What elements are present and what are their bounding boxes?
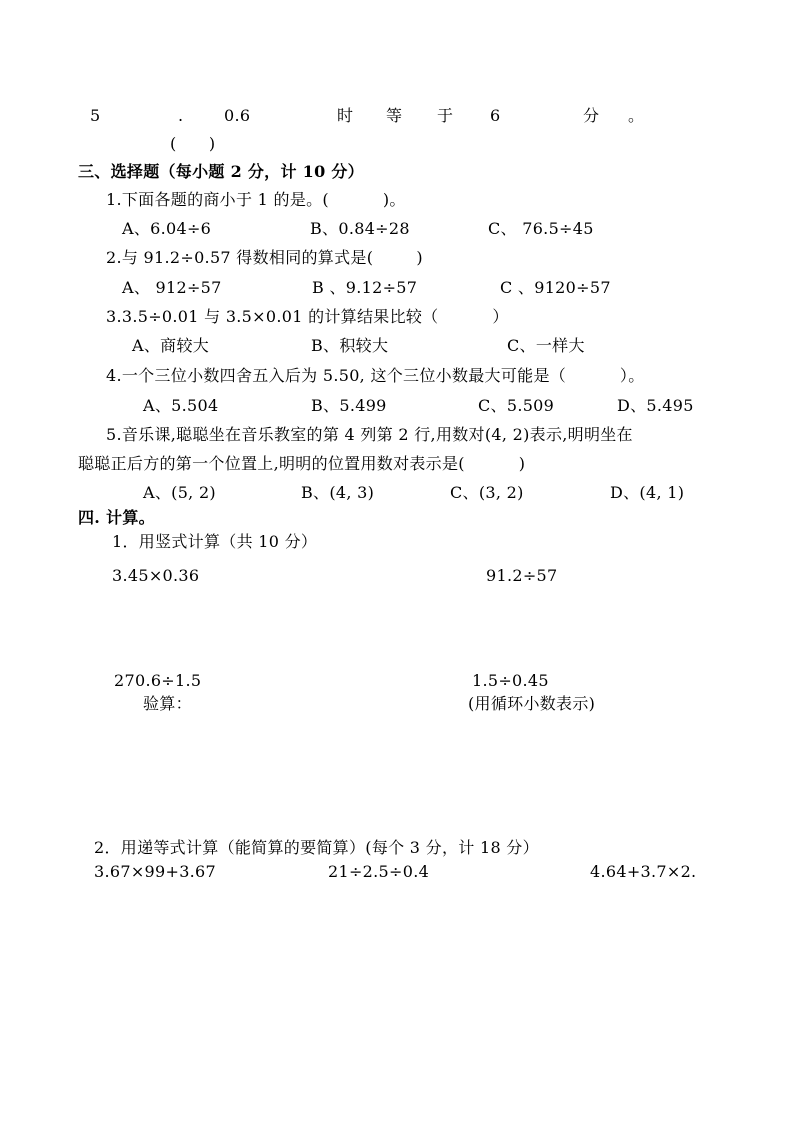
q5-option-d: D、(4, 1) [610, 483, 685, 502]
q1-option-b: B、0.84÷28 [310, 219, 410, 238]
q4-option-a: A、5.504 [143, 396, 219, 415]
part1-title: 1．用竖式计算（共 10 分） [112, 532, 318, 551]
q3-stem: 3.3.5÷0.01 与 3.5×0.01 的计算结果比较（ ） [106, 307, 509, 326]
q5-option-c: C、(3, 2) [450, 483, 524, 502]
q2-stem: 2.与 91.2÷0.57 得数相同的算式是( ) [106, 248, 423, 267]
vertical-calc-problem-3: 270.6÷1.5 [114, 671, 202, 690]
q3-option-c: C、一样大 [507, 336, 585, 355]
q3-option-b: B、积较大 [311, 336, 389, 355]
carry-token-0-6: 0.6 [224, 106, 251, 125]
q3-option-a: A、商较大 [132, 336, 210, 355]
carry-token-5: 5 [90, 106, 101, 125]
vertical-calc-problem-1: 3.45×0.36 [112, 566, 200, 585]
q5-option-a: A、(5, 2) [143, 483, 216, 502]
stepwise-problem-3: 4.64+3.7×2. [590, 862, 697, 881]
section4-heading: 四. 计算。 [78, 508, 155, 527]
stepwise-problem-1: 3.67×99+3.67 [94, 862, 217, 881]
recurring-decimal-note: (用循环小数表示) [468, 694, 596, 713]
carry-token-6: 6 [490, 106, 501, 125]
carry-token-dot: . [178, 106, 184, 125]
part2-title: 2．用递等式计算（能简算的要简算）(每个 3 分，计 18 分） [94, 838, 539, 857]
carry-token-yu: 于 [437, 106, 454, 125]
vertical-calc-problem-2: 91.2÷57 [486, 566, 558, 585]
q4-option-c: C、5.509 [478, 396, 555, 415]
section3-heading: 三、选择题（每小题 2 分，计 10 分） [78, 162, 364, 181]
check-label: 验算： [143, 694, 192, 713]
carry-answer-blank: ( ) [170, 134, 216, 153]
q4-option-d: D、5.495 [617, 396, 694, 415]
carry-token-shi: 时 [337, 106, 354, 125]
q1-stem: 1.下面各题的商小于 1 的是。( )。 [106, 190, 406, 209]
vertical-calc-problem-4: 1.5÷0.45 [472, 671, 549, 690]
carry-token-period: 。 [628, 106, 645, 125]
q2-option-a: A、 912÷57 [122, 278, 222, 297]
q1-option-a: A、6.04÷6 [122, 219, 212, 238]
q2-option-b: B 、9.12÷57 [312, 278, 418, 297]
q5-stem-line1: 5.音乐课,聪聪坐在音乐教室的第 4 列第 2 行,用数对(4, 2)表示,明明坐在 [106, 425, 633, 444]
q4-option-b: B、5.499 [311, 396, 387, 415]
q1-option-c: C、 76.5÷45 [488, 219, 594, 238]
carry-token-fen: 分 [583, 106, 600, 125]
q5-stem-line2: 聪聪正后方的第一个位置上,明明的位置用数对表示是( ) [78, 454, 526, 473]
carry-token-deng: 等 [386, 106, 403, 125]
q2-option-c: C 、9120÷57 [500, 278, 611, 297]
stepwise-problem-2: 21÷2.5÷0.4 [328, 862, 430, 881]
q4-stem: 4.一个三位小数四舍五入后为 5.50, 这个三位小数最大可能是（ ）。 [106, 366, 645, 385]
q5-option-b: B、(4, 3) [301, 483, 375, 502]
